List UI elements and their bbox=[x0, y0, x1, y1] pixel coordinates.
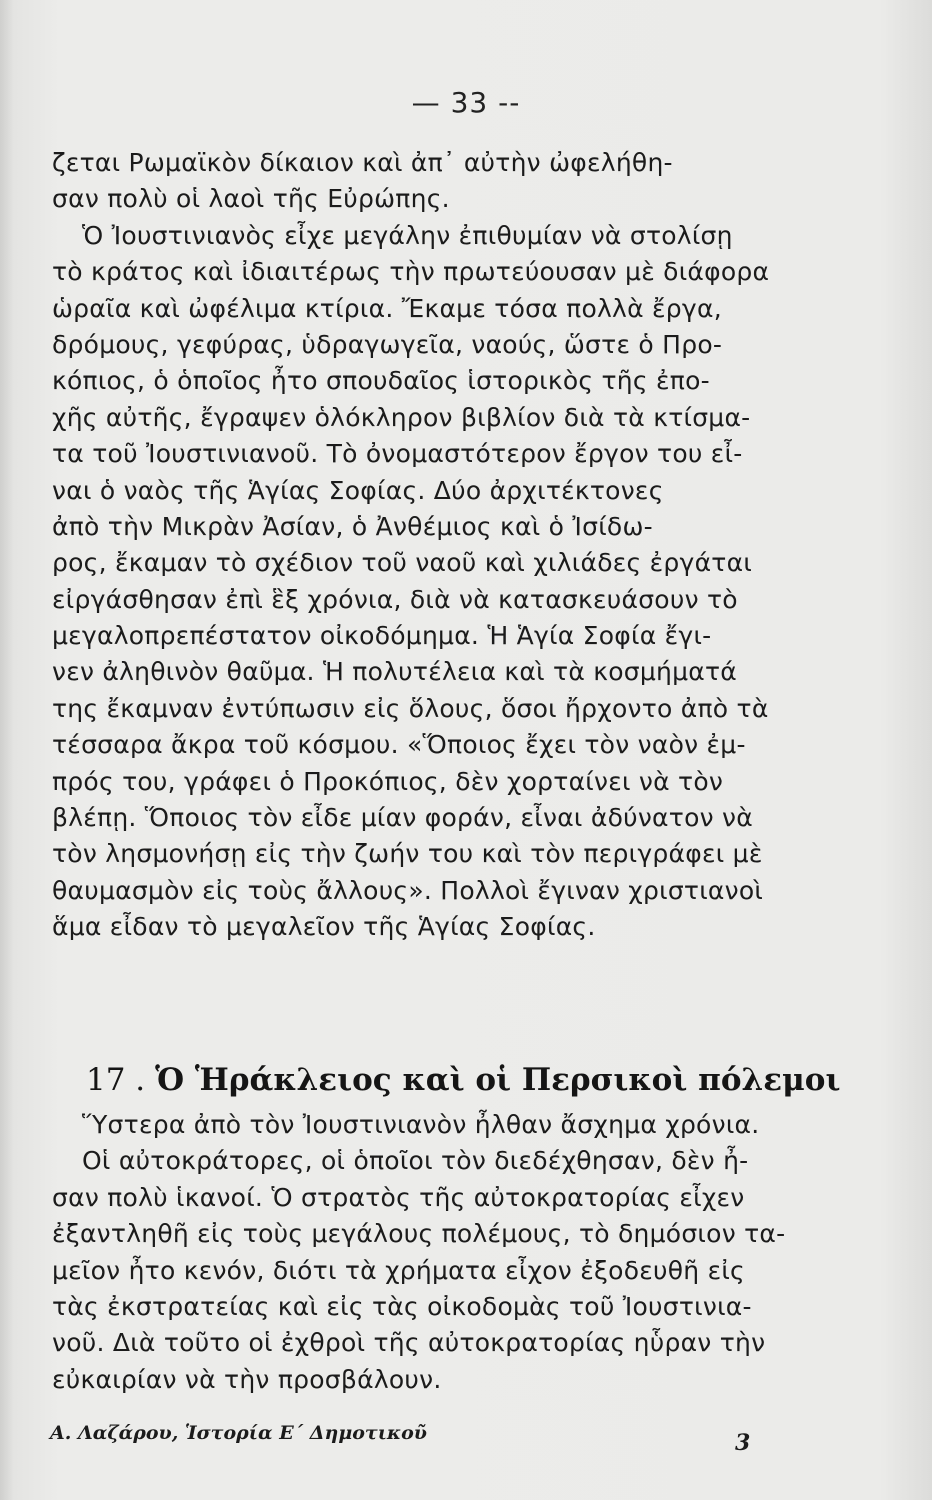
page-number: — 33 -- bbox=[411, 86, 521, 119]
text-line: νεν ἀληθινὸν θαῦμα. Ἡ πολυτέλεια καὶ τὰ κοσμήματά bbox=[52, 657, 738, 687]
text-line: πρός του, γράφει ὁ Προκόπιος, δὲν χορταίνει νὰ τὸν bbox=[52, 766, 724, 796]
section-title: Ὁ Ἡράκλειος καὶ οἱ Περσικοὶ πόλεμοι bbox=[155, 1062, 841, 1098]
text-line: τὰς ἐκστρατείας καὶ εἰς τὰς οἰκοδομὰς τοῦ Ἰουστινια- bbox=[52, 1291, 752, 1321]
text-line: εἰργάσθησαν ἐπὶ ἓξ χρόνια, διὰ νὰ κατασκευάσουν τὸ bbox=[52, 584, 738, 614]
text-line: ναι ὁ ναὸς τῆς Ἁγίας Σοφίας. Δύο ἀρχιτέκτονες bbox=[52, 475, 664, 505]
text-line: της ἔκαμναν ἐντύπωσιν εἰς ὅλους, ὅσοι ἤρχοντο ἀπὸ τὰ bbox=[52, 693, 769, 723]
text-line: τὸ κράτος καὶ ἰδιαιτέρως τὴν πρωτεύουσαν μὲ διάφορα bbox=[52, 257, 770, 287]
text-line: σαν πολὺ ἱκανοί. Ὁ στρατὸς τῆς αὐτοκρατορίας εἶχεν bbox=[52, 1182, 745, 1212]
body-text-bottom bbox=[52, 1107, 812, 1398]
section-number: 17 . bbox=[86, 1062, 146, 1098]
text-line: νοῦ. Διὰ τοῦτο οἱ ἐχθροὶ τῆς αὐτοκρατορίας ηὗραν τὴν bbox=[52, 1328, 766, 1358]
section-heading bbox=[86, 1055, 841, 1105]
text-line: Οἱ αὐτοκράτορες, οἱ ὁποῖοι τὸν διεδέχθησαν, δὲν ἦ- bbox=[82, 1146, 749, 1176]
text-line: τα τοῦ Ἰουστινιανοῦ. Τὸ ὀνομαστότερον ἔργον του εἶ- bbox=[52, 439, 743, 469]
text-line: μεγαλοπρεπέστατον οἰκοδόμημα. Ἡ Ἁγία Σοφία ἔγι- bbox=[52, 621, 712, 651]
text-line: μεῖον ἦτο κενόν, διότι τὰ χρήματα εἶχον ἐξοδευθῆ εἰς bbox=[52, 1255, 745, 1285]
text-line: σαν πολὺ οἱ λαοὶ τῆς Εὐρώπης. bbox=[52, 184, 450, 214]
text-line: θαυμασμὸν εἰς τοὺς ἄλλους». Πολλοὶ ἔγιναν χριστιανοὶ bbox=[52, 875, 764, 905]
signature-mark: 3 bbox=[735, 1430, 751, 1456]
text-line: ρος, ἔκαμαν τὸ σχέδιον τοῦ ναοῦ καὶ χιλιάδες ἐργάται bbox=[52, 548, 753, 578]
text-line: εὐκαιρίαν νὰ τὴν προσβάλουν. bbox=[52, 1364, 442, 1394]
text-line: ἅμα εἶδαν τὸ μεγαλεῖον τῆς Ἁγίας Σοφίας. bbox=[52, 912, 596, 942]
text-line: ἀπὸ τὴν Μικρὰν Ἀσίαν, ὁ Ἀνθέμιος καὶ ὁ Ἰσίδω- bbox=[52, 511, 653, 541]
text-line: κόπιος, ὁ ὁποῖος ἦτο σπουδαῖος ἱστορικὸς τῆς ἐπο- bbox=[52, 366, 710, 396]
text-line: βλέπῃ. Ὅποιος τὸν εἶδε μίαν φοράν, εἶναι ἀδύνατον νὰ bbox=[52, 803, 753, 833]
text-line: τὸν λησμονήσῃ εἰς τὴν ζωήν του καὶ τὸν περιγράφει μὲ bbox=[52, 839, 763, 869]
text-line: ζεται Ρωμαϊκὸν δίκαιον καὶ ἀπ᾿ αὐτὴν ὠφελήθη- bbox=[52, 148, 673, 177]
text-line: ἐξαντληθῆ εἰς τοὺς μεγάλους πολέμους, τὸ δημόσιον τα- bbox=[52, 1219, 786, 1249]
text-line: δρόμους, γεφύρας, ὑδραγωγεῖα, ναούς, ὥστε ὁ Προ- bbox=[52, 329, 723, 359]
footer-citation: Α. Λαζάρου, Ἱστορία Ε΄ Δημοτικοῦ bbox=[50, 1422, 427, 1444]
text-line: τέσσαρα ἄκρα τοῦ κόσμου. «Ὅποιος ἔχει τὸν ναὸν ἐμ- bbox=[52, 730, 746, 760]
text-line: ὡραῖα καὶ ὠφέλιμα κτίρια. Ἔκαμε τόσα πολλὰ ἔργα, bbox=[52, 293, 722, 323]
text-line: χῆς αὐτῆς, ἔγραψεν ὁλόκληρον βιβλίον διὰ τὰ κτίσμα- bbox=[52, 402, 751, 432]
body-text-top bbox=[52, 145, 812, 946]
text-line: Ὁ Ἰουστινιανὸς εἶχε μεγάλην ἐπιθυμίαν νὰ στολίσῃ bbox=[82, 220, 733, 250]
text-line: Ὕστερα ἀπὸ τὸν Ἰουστινιανὸν ἦλθαν ἄσχημα χρόνια. bbox=[82, 1110, 760, 1139]
